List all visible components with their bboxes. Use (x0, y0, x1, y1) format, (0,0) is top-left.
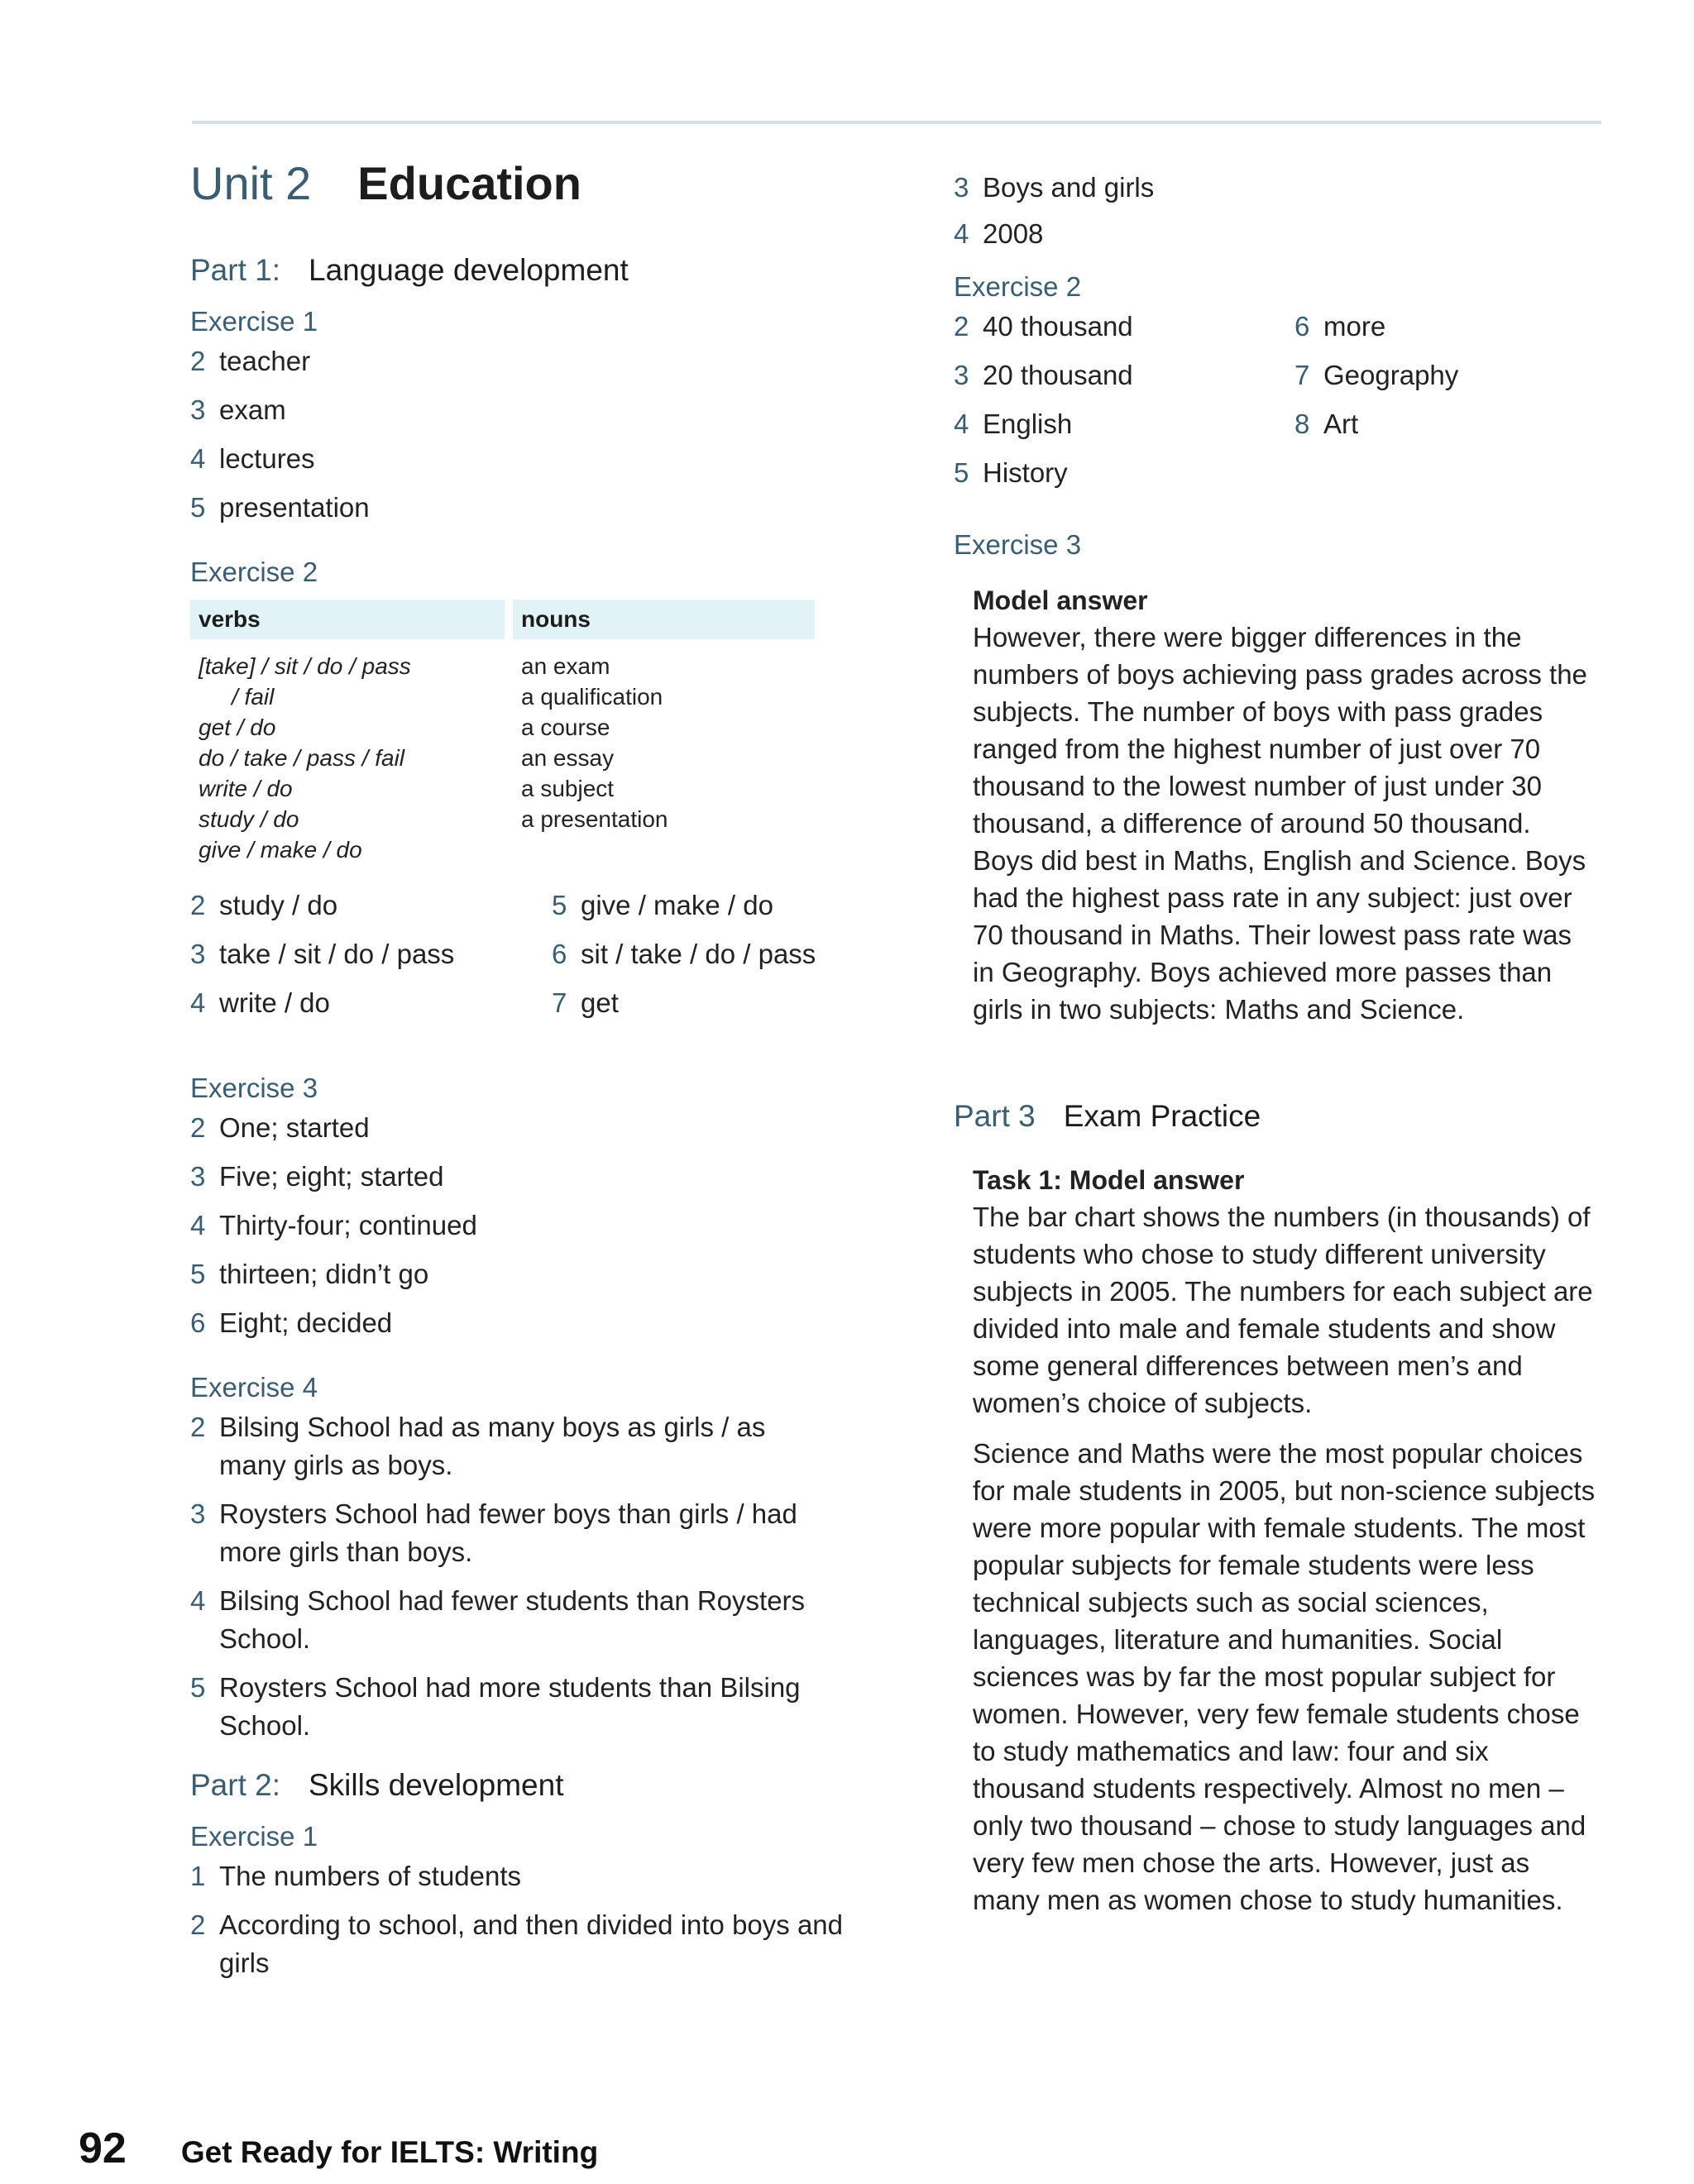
item-text: 2008 (983, 218, 1044, 249)
item-number: 6 (190, 1307, 206, 1338)
part1-exercise3 (190, 1071, 877, 1342)
answer-list-right (552, 887, 877, 1033)
list-item (190, 1582, 835, 1658)
item-text: sit / take / do / pass (581, 939, 816, 969)
item-text: lectures (219, 443, 315, 474)
item-number: 3 (190, 1161, 206, 1192)
list-item (1294, 308, 1599, 346)
verbs-cell (190, 639, 505, 865)
item-number: 2 (954, 311, 969, 342)
noun-line: a qualification (521, 684, 663, 710)
part1-heading (190, 250, 877, 291)
item-text: Bilsing School had as many boys as girls / as many girls as boys. (219, 1412, 766, 1480)
page-footer (79, 2124, 598, 2173)
task1-model-answer (954, 1162, 1599, 1919)
item-number: 4 (190, 1585, 206, 1616)
item-number: 5 (954, 457, 969, 488)
item-number: 7 (1294, 360, 1310, 390)
list-item (190, 1304, 877, 1342)
exercise-heading: Exercise 3 (954, 529, 1082, 560)
book-title: Get Ready for IELTS: Writing (180, 2135, 599, 2169)
item-text: take / sit / do / pass (219, 939, 455, 969)
item-number: 4 (190, 443, 206, 474)
part3-title: Exam Practice (1063, 1099, 1261, 1133)
item-text: According to school, and then divided into boys and girls (219, 1909, 844, 1978)
list-item (190, 887, 517, 925)
item-text: 20 thousand (983, 360, 1133, 390)
list-item (190, 1255, 877, 1293)
item-number: 3 (190, 1498, 206, 1529)
list-item (190, 984, 517, 1022)
noun-line: an exam (521, 653, 610, 679)
model-answer (954, 582, 1599, 1028)
item-number: 3 (954, 172, 969, 203)
item-text: Roysters School had fewer boys than girls / had more girls than boys. (219, 1498, 797, 1567)
noun-line: a course (521, 714, 610, 740)
item-number: 1 (190, 1861, 206, 1891)
table-header-nouns: nouns (513, 600, 815, 639)
model-answer-text: However, there were bigger differences in the numbers of boys achieving pass grades across the subjects. The number of boys with pass grades ranged from the highest number of just over 70 thousand to the lowest number of just under 30 thousand, a difference of around 50 thousand. Boys did best in Maths, English and Science. Boys had the highest pass rate in any subject: just over 70 thousand in Maths. Their lowest pass rate was in Geography. Boys achieved more passes than girls in two subjects: Maths and Science. (973, 622, 1587, 1025)
item-number: 4 (190, 987, 206, 1018)
item-number: 2 (190, 890, 206, 920)
item-number: 5 (552, 890, 567, 920)
model-answer-label: Model answer (973, 585, 1148, 615)
exercise-heading: Exercise 1 (190, 1821, 318, 1852)
part1-label: Part 1: (190, 253, 280, 287)
item-text: One; started (219, 1112, 370, 1143)
list-item (190, 1207, 877, 1245)
item-text: teacher (219, 346, 311, 376)
list-item (190, 391, 877, 429)
answer-list-left (954, 308, 1294, 503)
verb-line: do / take / pass / fail (199, 745, 405, 771)
part2-exercise2 (954, 270, 1599, 503)
list-item (1294, 356, 1599, 394)
item-number: 2 (190, 346, 206, 376)
item-number: 4 (954, 218, 969, 249)
item-text: Five; eight; started (219, 1161, 444, 1192)
part1-title: Language development (309, 253, 629, 287)
verb-line: get / do (199, 714, 276, 740)
item-number: 2 (190, 1412, 206, 1442)
left-column (190, 154, 877, 1993)
list-item (190, 1109, 877, 1147)
answer-list (190, 1408, 835, 1745)
noun-line: a subject (521, 776, 615, 801)
list-item (190, 1158, 877, 1196)
list-item (954, 356, 1294, 394)
answer-list (190, 342, 877, 527)
item-number: 8 (1294, 409, 1310, 439)
exercise-heading: Exercise 4 (190, 1372, 318, 1403)
list-item (954, 454, 1294, 492)
exercise-heading: Exercise 2 (954, 271, 1082, 302)
part1-exercise2 (190, 555, 877, 1033)
page-number: 92 (79, 2124, 127, 2172)
verb-line: write / do (199, 776, 293, 801)
list-item (954, 215, 1599, 253)
exercise-heading: Exercise 3 (190, 1073, 318, 1103)
list-item (954, 169, 1599, 207)
item-text: Geography (1323, 360, 1459, 390)
exercise-heading: Exercise 2 (190, 557, 318, 587)
item-text: give / make / do (581, 890, 773, 920)
item-number: 3 (190, 394, 206, 425)
exercise2-answers (954, 308, 1599, 503)
list-item (190, 1669, 835, 1745)
list-item (190, 1495, 835, 1571)
item-number: 3 (954, 360, 969, 390)
unit-label: Unit 2 (190, 157, 312, 209)
list-item (190, 440, 877, 478)
item-text: History (983, 457, 1068, 488)
verb-line: / fail (232, 684, 275, 710)
nouns-cell (513, 639, 815, 865)
list-item (190, 342, 877, 380)
part3-heading (954, 1096, 1599, 1137)
part2-exercise1 (190, 1819, 877, 1982)
table-header-verbs: verbs (190, 600, 505, 639)
list-item (552, 984, 877, 1022)
item-number: 6 (1294, 311, 1310, 342)
item-number: 5 (190, 1672, 206, 1703)
verbs-nouns-table (182, 600, 823, 865)
answer-list (190, 1109, 877, 1342)
item-number: 6 (552, 939, 567, 969)
task1-paragraph-2: Science and Maths were the most popular choices for male students in 2005, but non-science subjects were more popular with female students. The most popular subjects for female students were less technical subjects such as social sciences, languages, literature and humanities. Social sciences was by far the most popular subject for women. However, very few female students chose to study mathematics and law: four and six thousand students respectively. Almost no men – only two thousand – chose to study languages and very few men chose the arts. However, just as many men as women chose to study humanities. (973, 1438, 1596, 1915)
item-number: 3 (190, 939, 206, 969)
item-number: 5 (190, 492, 206, 523)
item-text: 40 thousand (983, 311, 1133, 342)
part2-exercise3 (954, 528, 1599, 1028)
list-item (552, 887, 877, 925)
item-text: presentation (219, 492, 370, 523)
top-rule (192, 121, 1601, 124)
right-column (954, 169, 1599, 1919)
verb-line: [take] / sit / do / pass (199, 653, 411, 679)
item-text: Roysters School had more students than Bilsing School. (219, 1672, 801, 1741)
item-text: English (983, 409, 1073, 439)
list-item (190, 1906, 844, 1982)
part2-heading (190, 1765, 877, 1806)
unit-name: Education (357, 157, 581, 209)
list-item (954, 308, 1294, 346)
item-text: Thirty-four; continued (219, 1210, 477, 1240)
part2-title: Skills development (309, 1768, 564, 1802)
list-item (1294, 405, 1599, 443)
item-number: 7 (552, 987, 567, 1018)
list-item (190, 489, 877, 527)
answer-list-right (1294, 308, 1599, 503)
item-text: get (581, 987, 619, 1018)
noun-line: an essay (521, 745, 615, 771)
list-item (954, 405, 1294, 443)
unit-title (190, 154, 877, 213)
part3-label: Part 3 (954, 1099, 1036, 1133)
item-text: Eight; decided (219, 1307, 393, 1338)
item-text: Boys and girls (983, 172, 1155, 203)
part1-exercise1 (190, 304, 877, 527)
exercise2-answers (190, 887, 877, 1033)
list-item (190, 1408, 835, 1484)
list-item (190, 1857, 844, 1895)
answer-list-left (190, 887, 517, 1033)
list-item (552, 935, 877, 973)
verb-line: study / do (199, 806, 299, 832)
exercise-heading: Exercise 1 (190, 306, 318, 337)
item-text: Art (1323, 409, 1359, 439)
answer-list (190, 1857, 844, 1982)
item-number: 2 (190, 1112, 206, 1143)
answer-list-continued (954, 169, 1599, 253)
list-item (190, 935, 517, 973)
item-text: exam (219, 394, 286, 425)
item-number: 4 (954, 409, 969, 439)
task1-label: Task 1: Model answer (973, 1165, 1245, 1195)
item-number: 4 (190, 1210, 206, 1240)
item-text: study / do (219, 890, 338, 920)
item-text: Bilsing School had fewer students than Roysters School. (219, 1585, 806, 1654)
item-number: 2 (190, 1909, 206, 1940)
verb-line: give / make / do (199, 837, 362, 863)
part2-label: Part 2: (190, 1768, 280, 1802)
item-text: more (1323, 311, 1386, 342)
task1-paragraph-1: The bar chart shows the numbers (in thousands) of students who chose to study different university subjects in 2005. The numbers for each subject are divided into male and female students and show some general differences between men’s and women’s choice of subjects. (973, 1202, 1593, 1418)
part1-exercise4 (190, 1370, 877, 1745)
item-text: write / do (219, 987, 330, 1018)
item-text: The numbers of students (219, 1861, 522, 1891)
item-number: 5 (190, 1259, 206, 1289)
noun-line: a presentation (521, 806, 668, 832)
item-text: thirteen; didn’t go (219, 1259, 429, 1289)
